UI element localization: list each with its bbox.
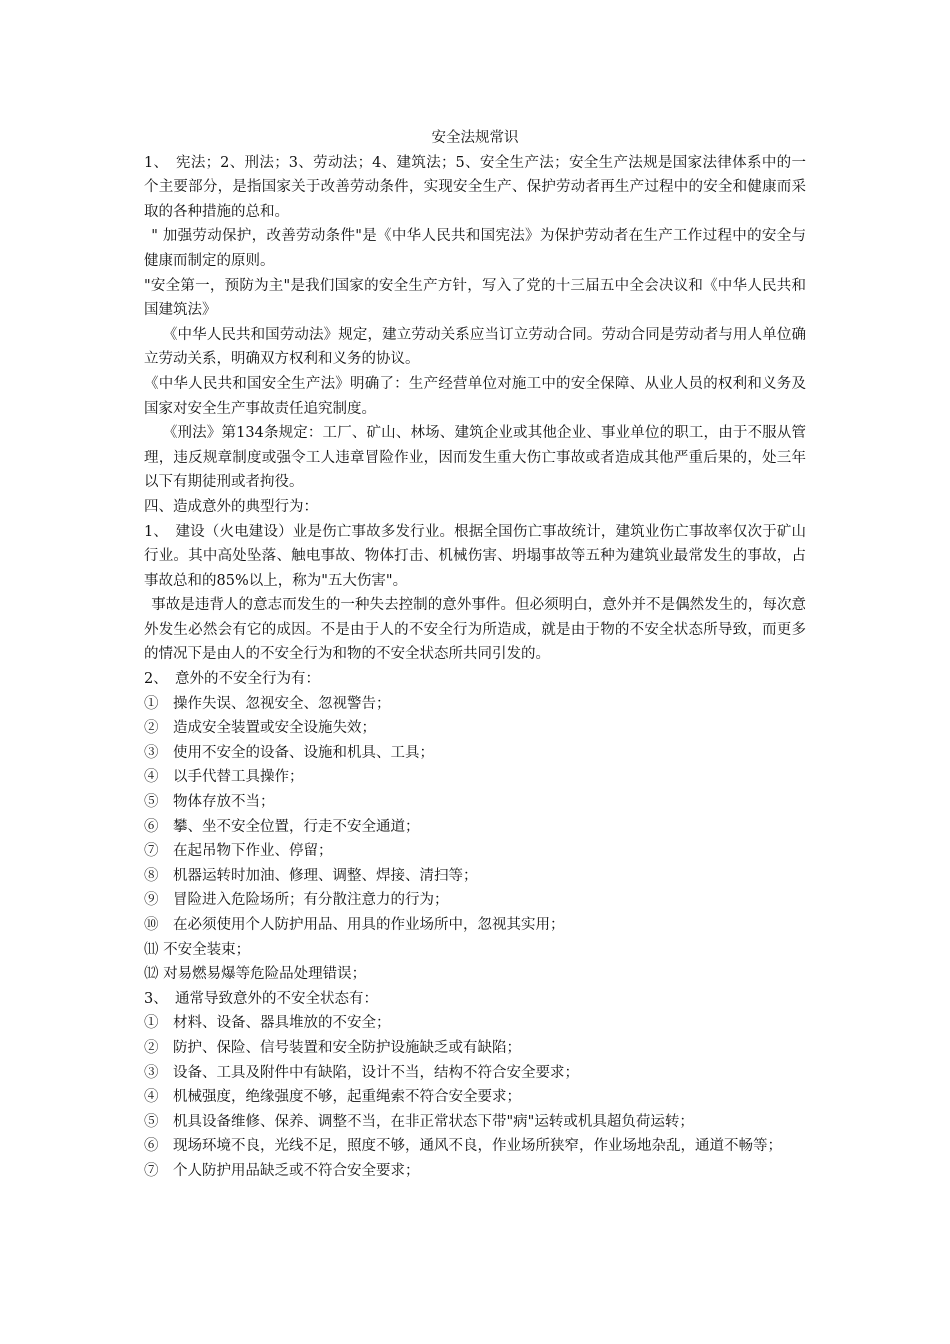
paragraph-safety-policy: "安全第一，预防为主"是我们国家的安全生产方针，写入了党的十三届五中全会决议和《中华人民共和国建筑法》 [144,277,806,319]
list-item: ⑦ 在起吊物下作业、停留； [144,843,333,860]
paragraph-criminal-law: 《刑法》第134条规定：工厂、矿山、林场、建筑企业或其他企业、事业单位的职工，由于不服从管理，违反规章制度或强令工人违章冒险作业，因而发生重大伤亡事故或者造成其他严重后果的，处三年以下有期徒刑或者拘役。 [144,425,806,491]
list-item: ⑥ 攀、坐不安全位置，行走不安全通道； [144,818,420,835]
list-item: ⑿ 对易燃易爆等危险品处理错误； [144,966,367,983]
list-item: ⑾ 不安全装束； [144,941,251,958]
document-page [144,126,806,1184]
paragraph-labor-law: 《中华人民共和国劳动法》规定，建立劳动关系应当订立劳动合同。劳动合同是劳动者与用人单位确立劳动关系，明确双方权利和义务的协议。 [144,326,806,368]
list-item: ① 材料、设备、器具堆放的不安全； [144,1015,391,1032]
list-item: ② 造成安全装置或安全设施失效； [144,720,376,737]
list-item: ① 操作失误、忽视安全、忽视警告； [144,695,391,712]
list-item: ③ 设备、工具及附件中有缺陷，设计不当，结构不符合安全要求； [144,1064,579,1081]
list-item: ⑧ 机器运转时加油、修理、调整、焊接、清扫等； [144,867,478,884]
list-item: ④ 以手代替工具操作； [144,769,304,786]
list-item: ⑤ 机具设备维修、保养、调整不当，在非正常状态下带"病"运转或机具超负荷运转； [144,1113,694,1130]
section-heading-unsafe-states: 3、 通常导致意外的不安全状态有： [144,990,378,1007]
paragraph-construction-industry: 1、 建设（火电建设）业是伤亡事故多发行业。根据全国伤亡事故统计，建筑业伤亡事故率仅次于矿山行业。其中高处坠落、触电事故、物体打击、机械伤害、坍塌事故等五种为建筑业最常发生的事故，占事故总和的85%以上，称为"五大伤害"。 [144,523,806,589]
list-item: ④ 机械强度，绝缘强度不够，起重绳索不符合安全要求； [144,1089,521,1106]
paragraph-constitution: " 加强劳动保护，改善劳动条件"是《中华人民共和国宪法》为保护劳动者在生产工作过程中的安全与健康而制定的原则。 [144,228,806,269]
paragraph-laws: 1、 宪法；2、刑法；3、劳动法；4、建筑法；5、安全生产法；安全生产法规是国家法律体系中的一个主要部分，是指国家关于改善劳动条件，实现安全生产、保护劳动者再生产过程中的安全和健康而采取的各种措施的总和。 [144,154,806,220]
unsafe-states-list [144,1011,806,1183]
list-item: ② 防护、保险、信号装置和安全防护设施缺乏或有缺陷； [144,1039,521,1056]
section-heading-unsafe-acts: 2、 意外的不安全行为有： [144,671,320,688]
list-item: ③ 使用不安全的设备、设施和机具、工具； [144,744,434,761]
list-item: ⑨ 冒险进入危险场所；有分散注意力的行为； [144,892,449,909]
list-item: ⑦ 个人防护用品缺乏或不符合安全要求； [144,1162,420,1179]
section-heading-typical-behaviors: 四、造成意外的典型行为： [144,498,318,515]
paragraph-accident-causes: 事故是违背人的意志而发生的一种失去控制的意外事件。但必须明白，意外并不是偶然发生的，每次意外发生必然会有它的成因。不是由于人的不安全行为所造成，就是由于物的不安全状态所导致，而更多的情况下是由人的不安全行为和物的不安全状态所共同引发的。 [144,597,806,663]
list-item: ⑩ 在必须使用个人防护用品、用具的作业场所中，忽视其实用； [144,917,565,933]
list-item: ⑥ 现场环境不良，光线不足，照度不够，通风不良，作业场所狭窄，作业场地杂乱，通道不畅等； [144,1138,782,1155]
unsafe-acts-list [144,692,806,987]
document-title: 安全法规常识 [431,130,519,146]
list-item: ⑤ 物体存放不当； [144,794,275,811]
paragraph-work-safety-law: 《中华人民共和国安全生产法》明确了：生产经营单位对施工中的安全保障、从业人员的权利和义务及国家对安全生产事故责任追究制度。 [144,375,806,417]
